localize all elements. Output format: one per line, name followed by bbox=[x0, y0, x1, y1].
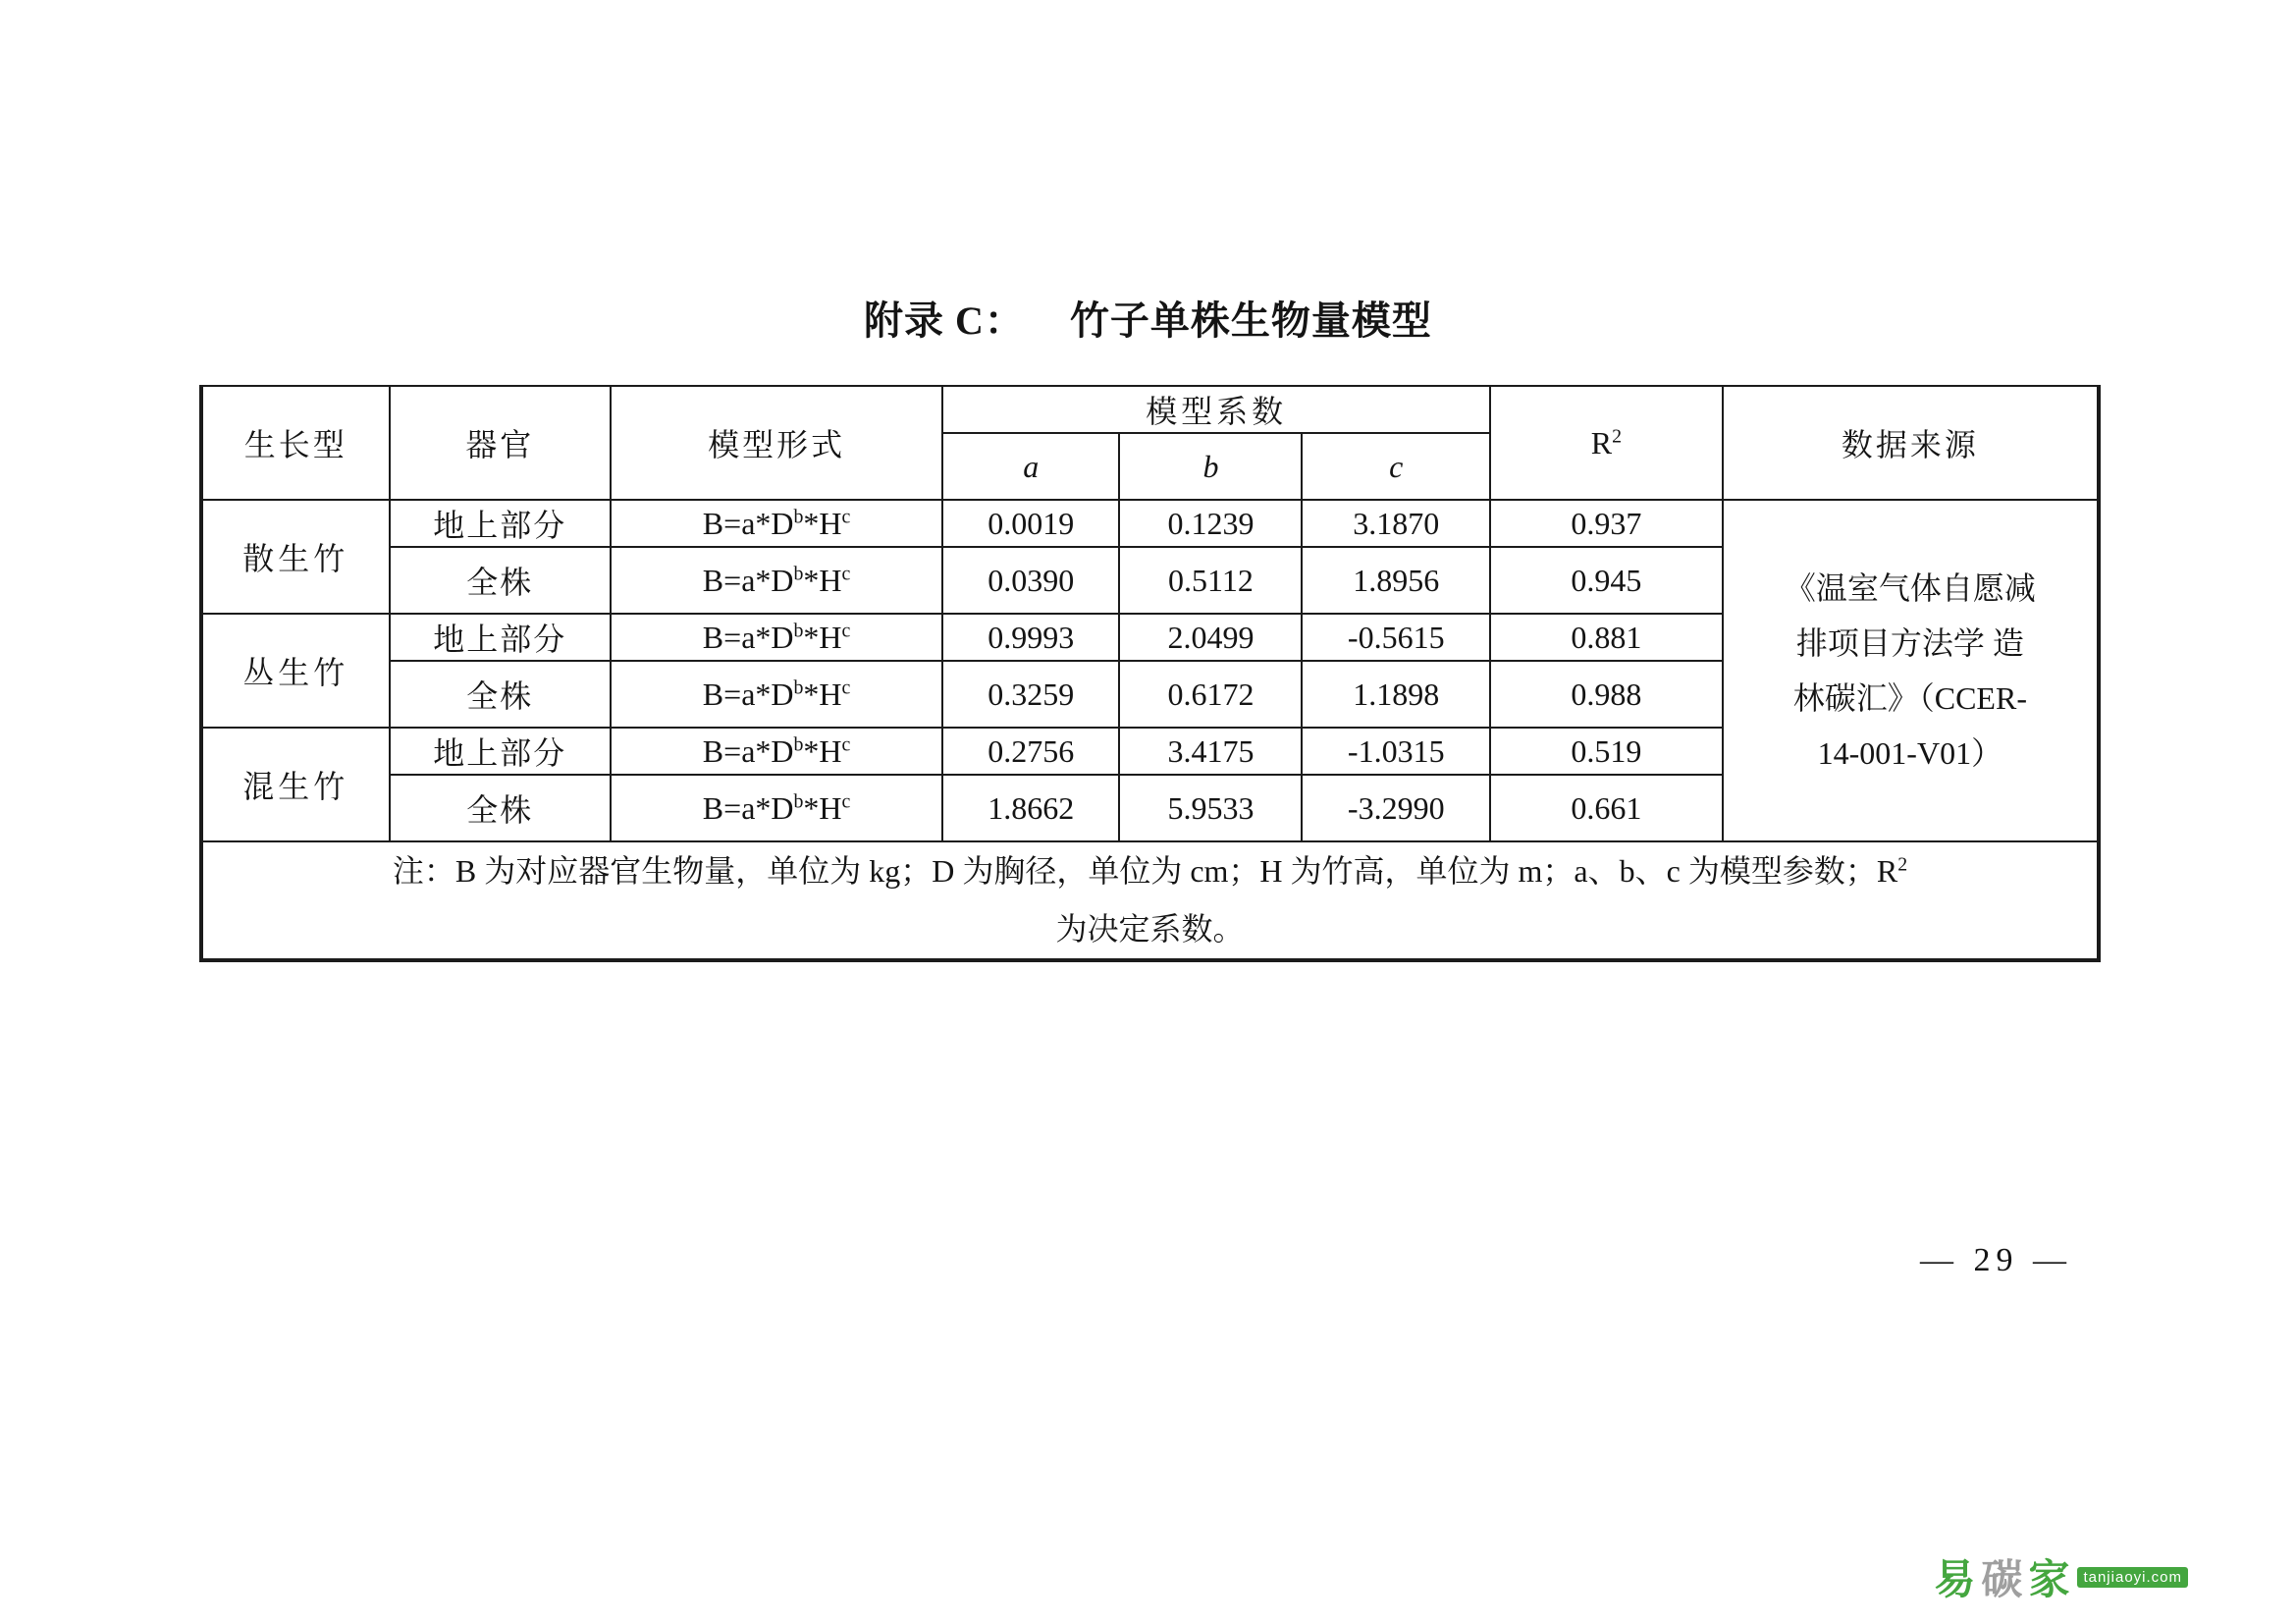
cell-coef-b: 5.9533 bbox=[1119, 775, 1302, 841]
watermark-char-3: 家 bbox=[2028, 1556, 2070, 1602]
cell-model-form: $B=a*D^b*H^c$ bbox=[611, 500, 942, 547]
cell-coef-b: 2.0499 bbox=[1119, 614, 1302, 661]
table-note-row bbox=[201, 841, 2099, 960]
cell-model-form: $B=a*D^b*H^c$ bbox=[611, 614, 942, 661]
watermark-logo bbox=[1934, 1547, 2188, 1606]
cell-coef-a: 0.9993 bbox=[942, 614, 1119, 661]
cell-coef-a: 0.0390 bbox=[942, 547, 1119, 614]
cell-model-form: $B=a*D^b*H^c$ bbox=[611, 547, 942, 614]
cell-growth-type-hunshengzhu: 混生竹 bbox=[201, 728, 390, 841]
cell-coef-c: -3.2990 bbox=[1302, 775, 1490, 841]
cell-coef-b: 0.6172 bbox=[1119, 661, 1302, 728]
page-title bbox=[0, 290, 2296, 346]
cell-organ: 全株 bbox=[390, 547, 611, 614]
biomass-model-table bbox=[199, 385, 2101, 962]
header-model-form: 模型形式 bbox=[611, 386, 942, 500]
header-coef-c: c bbox=[1302, 433, 1490, 500]
page-number: — 29 — bbox=[1920, 1242, 2072, 1278]
cell-coef-c: -0.5615 bbox=[1302, 614, 1490, 661]
cell-organ: 地上部分 bbox=[390, 500, 611, 547]
cell-coef-a: 1.8662 bbox=[942, 775, 1119, 841]
cell-r-squared: 0.988 bbox=[1490, 661, 1723, 728]
cell-coef-a: 0.2756 bbox=[942, 728, 1119, 775]
cell-model-form: $B=a*D^b*H^c$ bbox=[611, 661, 942, 728]
note-line-1: 注：B 为对应器官生物量，单位为 kg；D 为胸径，单位为 cm；H 为竹高，单位为 m；a、b、c 为模型参数；R bbox=[392, 853, 1898, 889]
watermark-char-1: 易 bbox=[1934, 1556, 1976, 1602]
cell-r-squared: 0.937 bbox=[1490, 500, 1723, 547]
watermark-char-2: 碳 bbox=[1981, 1556, 2023, 1602]
cell-model-form: $B=a*D^b*H^c$ bbox=[611, 775, 942, 841]
cell-growth-type-sanshengzhu: 散生竹 bbox=[201, 500, 390, 614]
header-coefficients: 模型系数 bbox=[942, 386, 1490, 433]
header-coef-a: a bbox=[942, 433, 1119, 500]
cell-data-source bbox=[1723, 500, 2099, 841]
header-coef-b: b bbox=[1119, 433, 1302, 500]
title-prefix: 附录 C： bbox=[864, 298, 1025, 343]
table-row bbox=[201, 500, 2099, 547]
watermark-domain: tanjiaoyi.com bbox=[2077, 1567, 2188, 1588]
header-data-source: 数据来源 bbox=[1723, 386, 2099, 500]
cell-organ: 全株 bbox=[390, 661, 611, 728]
cell-coef-a: 0.0019 bbox=[942, 500, 1119, 547]
note-superscript: 2 bbox=[1897, 853, 1908, 876]
cell-coef-a: 0.3259 bbox=[942, 661, 1119, 728]
data-source-line-3: 林碳汇》（CCER- bbox=[1792, 680, 2027, 716]
table-note bbox=[201, 841, 2099, 960]
table-header-row-1 bbox=[201, 386, 2099, 433]
header-organ: 器官 bbox=[390, 386, 611, 500]
cell-growth-type-congshengzhu: 丛生竹 bbox=[201, 614, 390, 728]
title-main: 竹子单株生物量模型 bbox=[1069, 298, 1432, 343]
cell-r-squared: 0.519 bbox=[1490, 728, 1723, 775]
data-source-line-1: 《温室气体自愿减 bbox=[1784, 570, 2036, 606]
cell-r-squared: 0.945 bbox=[1490, 547, 1723, 614]
cell-organ: 地上部分 bbox=[390, 728, 611, 775]
cell-coef-b: 0.1239 bbox=[1119, 500, 1302, 547]
cell-coef-c: -1.0315 bbox=[1302, 728, 1490, 775]
header-r-squared: $R^2$ bbox=[1490, 386, 1723, 500]
cell-organ: 地上部分 bbox=[390, 614, 611, 661]
cell-organ: 全株 bbox=[390, 775, 611, 841]
data-source-line-2: 排项目方法学 造 bbox=[1795, 625, 2024, 661]
cell-model-form: $B=a*D^b*H^c$ bbox=[611, 728, 942, 775]
cell-r-squared: 0.881 bbox=[1490, 614, 1723, 661]
cell-r-squared: 0.661 bbox=[1490, 775, 1723, 841]
data-source-line-4: 14-001-V01） bbox=[1817, 735, 2003, 771]
cell-coef-b: 3.4175 bbox=[1119, 728, 1302, 775]
cell-coef-c: 1.1898 bbox=[1302, 661, 1490, 728]
cell-coef-c: 3.1870 bbox=[1302, 500, 1490, 547]
cell-coef-b: 0.5112 bbox=[1119, 547, 1302, 614]
header-growth-type: 生长型 bbox=[201, 386, 390, 500]
cell-coef-c: 1.8956 bbox=[1302, 547, 1490, 614]
note-line-2: 为决定系数。 bbox=[1055, 911, 1245, 947]
